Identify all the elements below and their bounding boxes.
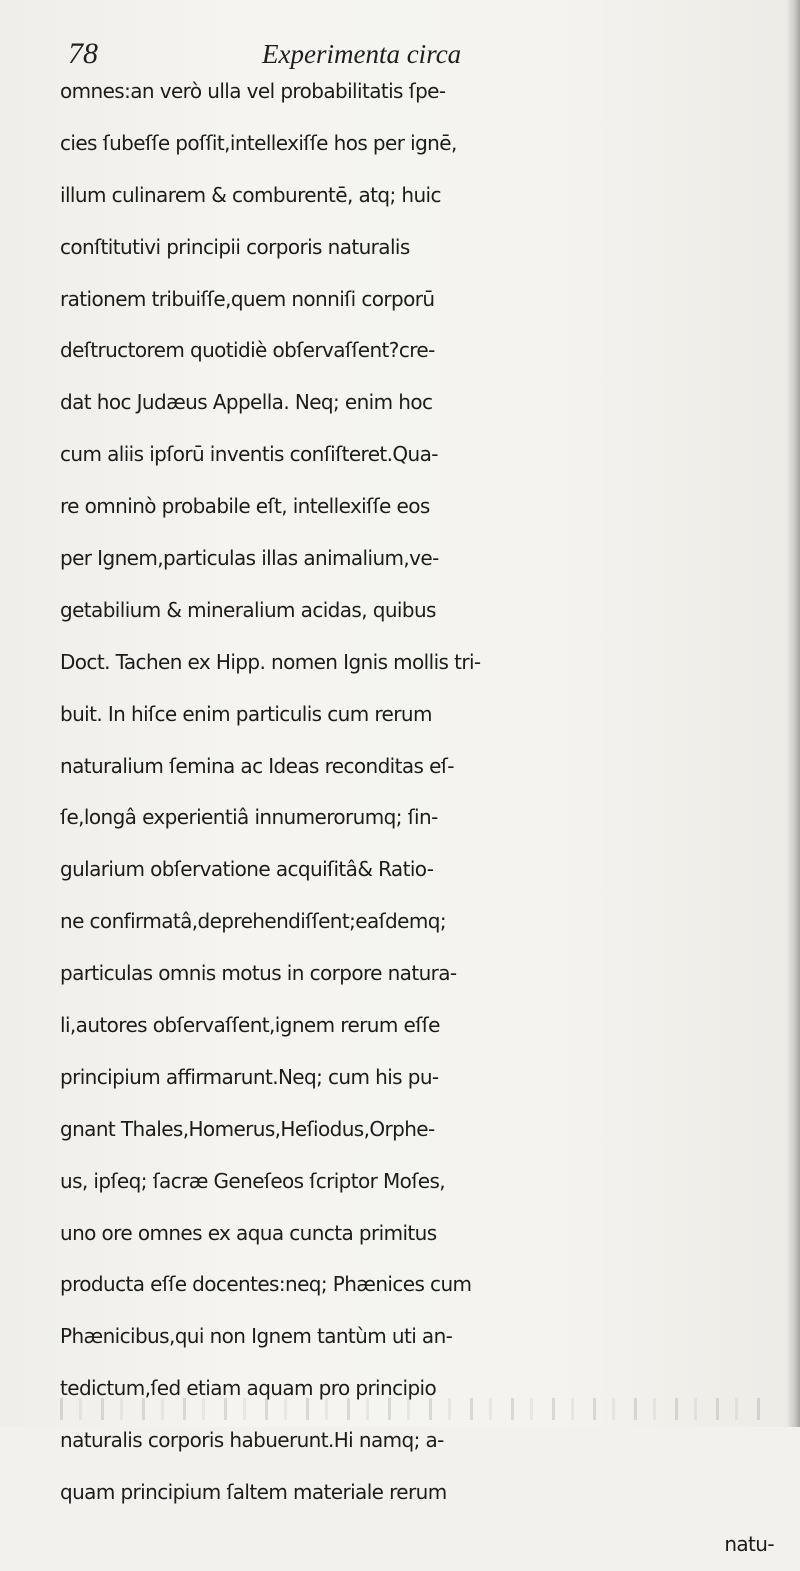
- text-line: particulas omnis motus in corpore natura-: [60, 961, 457, 986]
- text-line: tedictum,ſed etiam aquam pro principio: [60, 1376, 437, 1401]
- bottom-edge-specks: [60, 1398, 760, 1420]
- text-line: principium affirmarunt.Neq; cum his pu-: [60, 1064, 439, 1089]
- text-line: gnant Thales,Homerus,Heſiodus,Orphe-: [60, 1116, 435, 1141]
- text-line: Phænicibus,qui non Ignem tantùm uti an-: [60, 1324, 453, 1349]
- text-line: illum culinarem & comburentē, atq; huic: [60, 182, 441, 207]
- body-text: [60, 66, 780, 1571]
- text-line: getabilium & mineralium acidas, quibus: [60, 597, 436, 622]
- text-line: ſe,longâ experientiâ innumerorumq; ſin-: [60, 805, 438, 830]
- text-line: naturalium ſemina ac Ideas reconditas eſ-: [60, 753, 454, 778]
- text-line: gularium obſervatione acquiſitâ& Ratio-: [60, 857, 434, 882]
- text-line: per Ignem,particulas illas animalium,ve-: [60, 546, 439, 571]
- text-line: rationem tribuiſſe,quem nonniſi corporū: [60, 286, 435, 311]
- text-line: re omninò probabile eſt, intellexiſſe eos: [60, 494, 430, 519]
- text-line: ne confirmatâ,deprehendiſſent;eaſdemq;: [60, 909, 446, 934]
- text-line: deſtructorem quotidiè obſervaſſent?cre-: [60, 338, 435, 363]
- text-line: li,autores obſervaſſent,ignem rerum eſſe: [60, 1013, 440, 1038]
- text-line: cies ſubeſſe poſſit,intellexiſſe hos per ignē,: [60, 130, 457, 155]
- text-line: producta eſſe docentes:neq; Phænices cum: [60, 1272, 472, 1297]
- text-line: us, ipſeq; ſacræ Geneſeos ſcriptor Moſes,: [60, 1168, 446, 1193]
- text-line: Doct. Tachen ex Hipp. nomen Ignis mollis tri-: [60, 649, 481, 674]
- text-line: conſtitutivi principii corporis naturalis: [60, 234, 410, 259]
- text-line: omnes:an verò ulla vel probabilitatis ſpe-: [60, 79, 446, 103]
- text-line: naturalis corporis habuerunt.Hi namq; a-: [60, 1428, 444, 1453]
- page-number: 78: [68, 37, 98, 70]
- running-title: Experimenta circa: [262, 39, 462, 69]
- text-line: buit. In hiſce enim particulis cum rerum: [60, 701, 432, 726]
- text-line: cum aliis ipſorū inventis conſiſteret.Qua-: [60, 442, 438, 467]
- text-line: quam principium ſaltem materiale rerum: [60, 1480, 447, 1505]
- text-line: uno ore omnes ex aqua cuncta primitus: [60, 1220, 437, 1245]
- catchword: natu-: [724, 1531, 774, 1556]
- text-line: dat hoc Judæus Appella. Neq; enim hoc: [60, 390, 433, 415]
- page-edge-shadow: [786, 0, 800, 1427]
